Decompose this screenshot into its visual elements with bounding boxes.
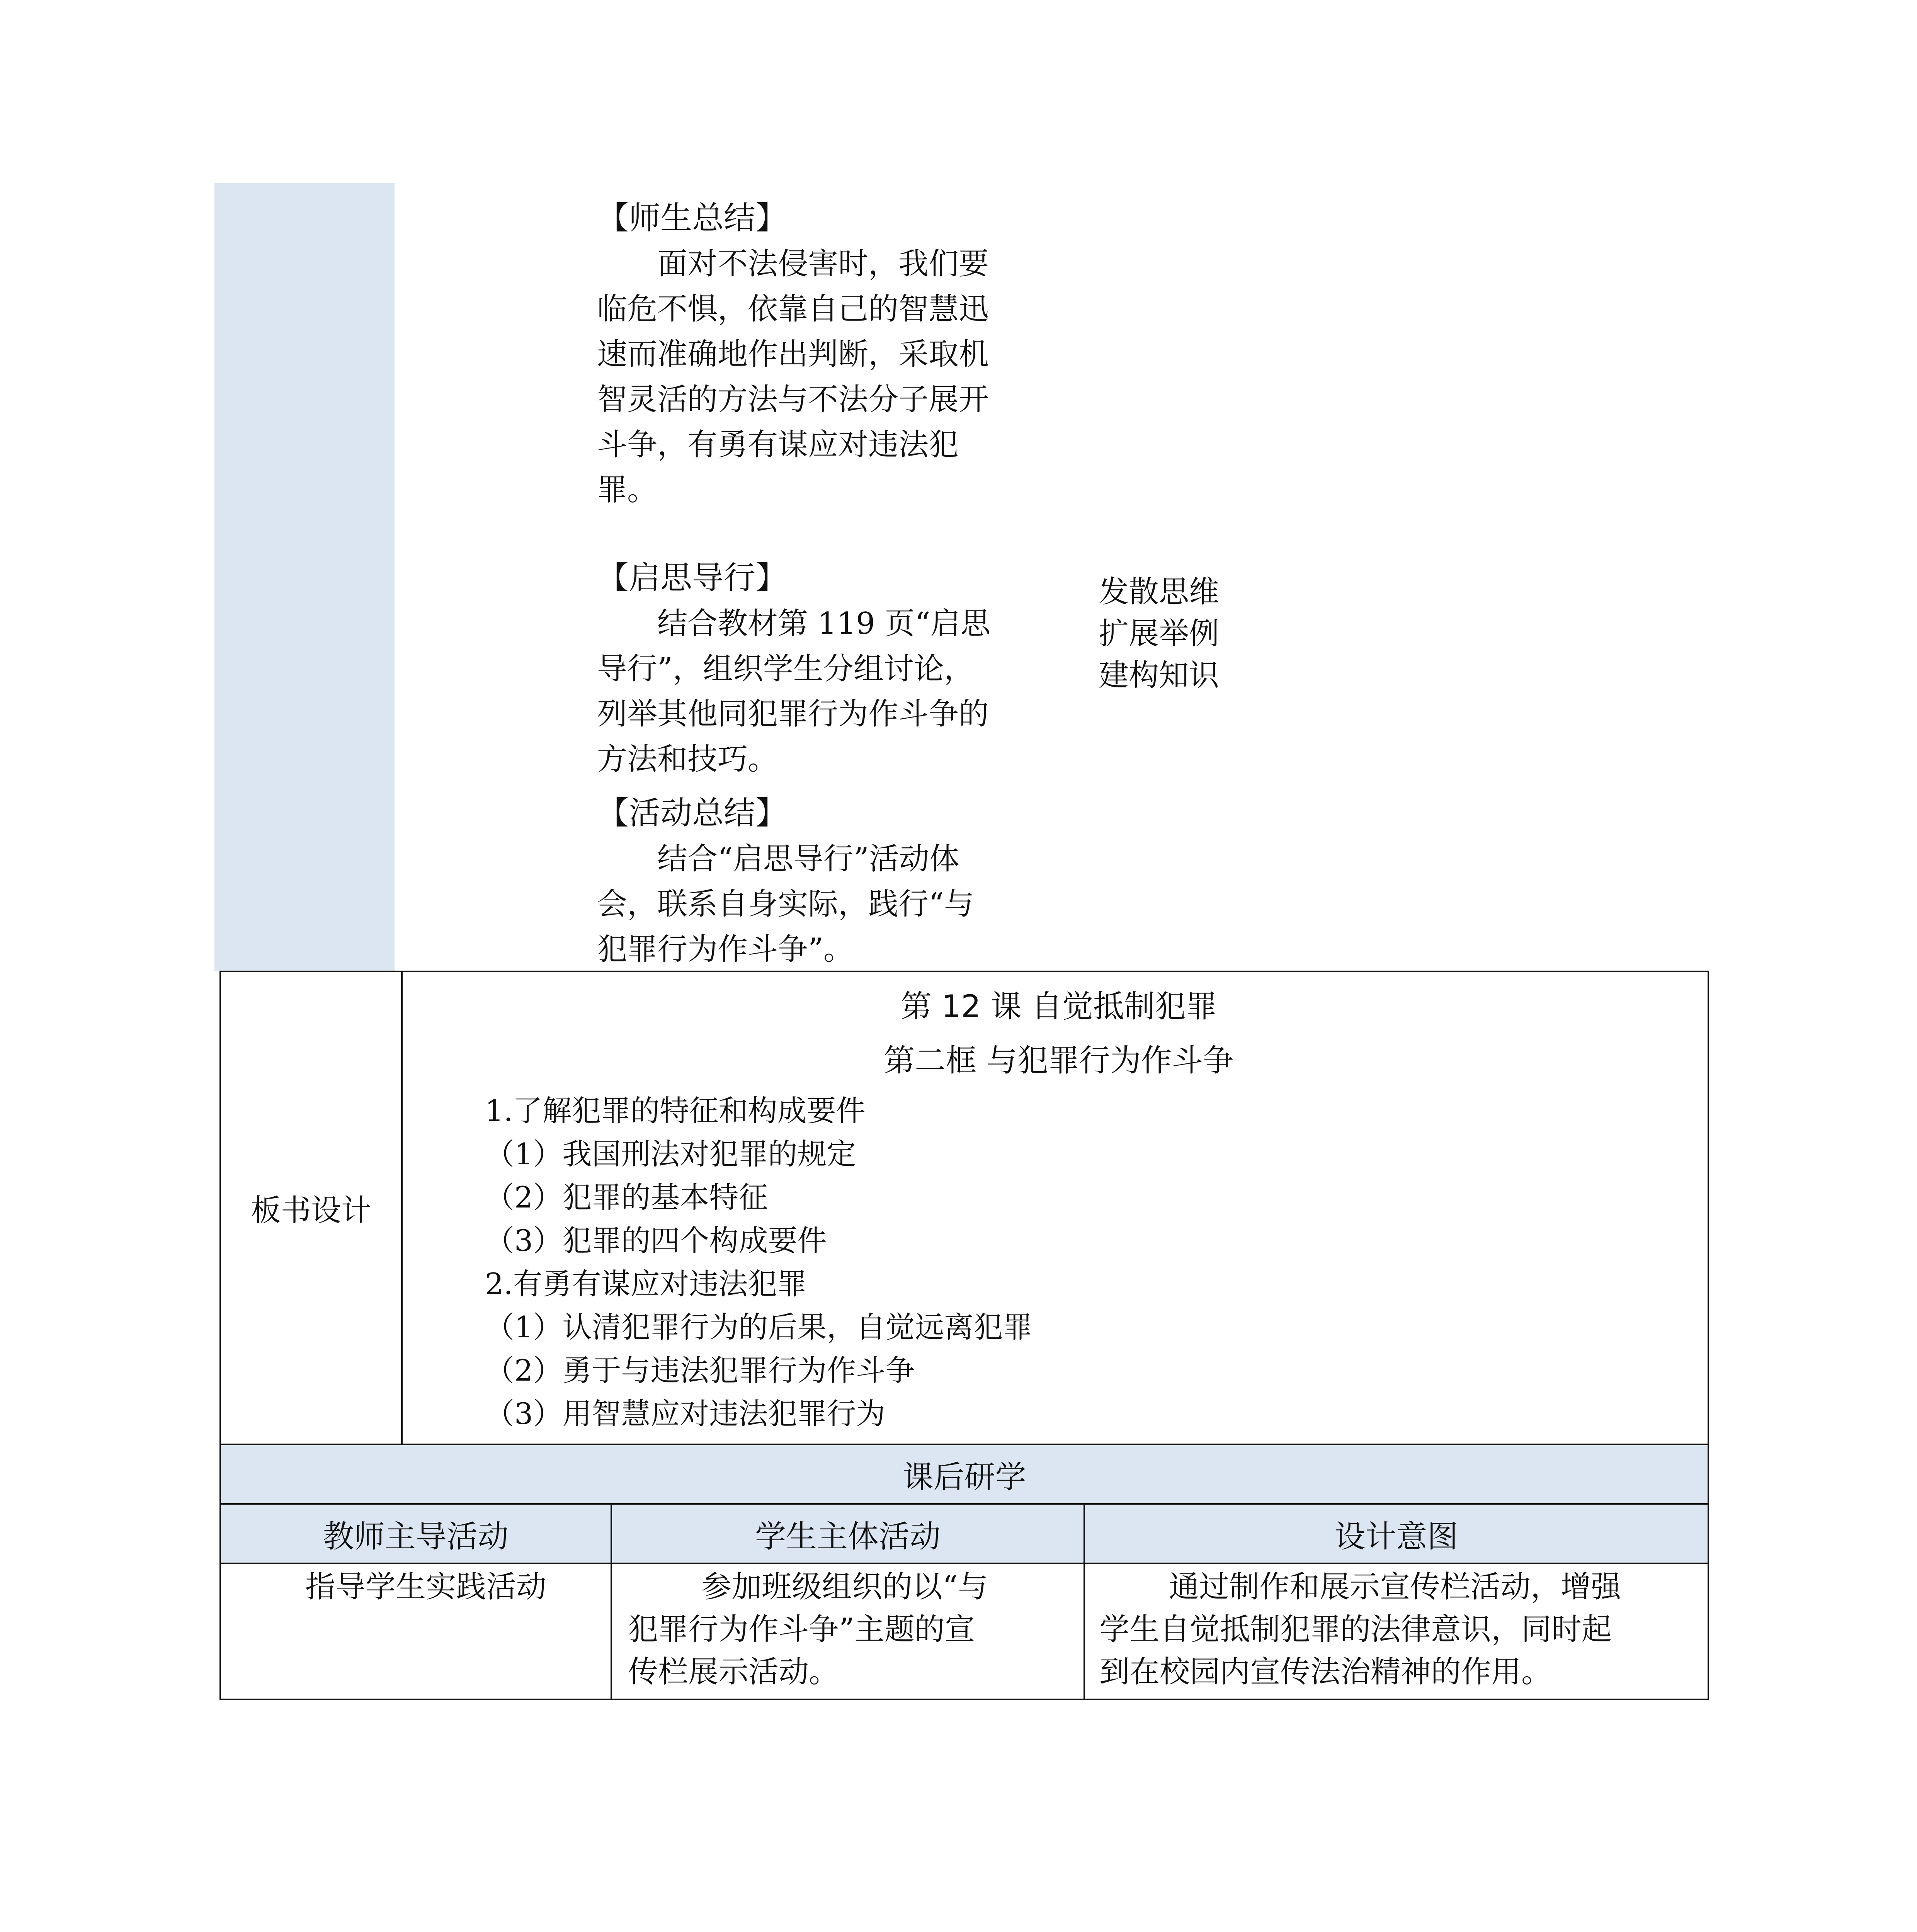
after-class-title: 课后研学 [902,1459,1026,1495]
teacher-activity-text: 指导学生实践活动 [305,1570,547,1604]
board-outline-line: 2.有勇有谋应对违法犯罪 [485,1267,807,1301]
board-outline-line: （3）用智慧应对违法犯罪行为 [485,1396,886,1431]
activity-paragraph: 结合“启思导行”活动体 会，联系自身实际，践行“与 犯罪行为作斗争”。 [597,842,974,967]
board-outline-line: （1）认清犯罪行为的后果，自觉远离犯罪 [485,1310,1032,1344]
header-design-intent: 设计意图 [1334,1518,1458,1554]
board-label: 板书设计 [250,1193,371,1228]
guide-heading: 【启思导行】 [597,560,788,596]
design-intent-text: 通过制作和展示宣传栏活动，增强 学生自觉抵制犯罪的法律意识，同时起 到在校园内宣传法治精神的作用。 [1099,1570,1621,1689]
design-intent-notes: 发散思维 扩展举例 建构知识 [1099,575,1220,693]
header-teacher-activity: 教师主导活动 [323,1518,509,1554]
activity-heading: 【活动总结】 [597,795,788,832]
left-column-shade [214,183,395,971]
board-outline-line: （1）我国刑法对犯罪的规定 [485,1137,856,1171]
student-activity-text: 参加班级组织的以“与 犯罪行为作斗争”主题的宣 传栏展示活动。 [628,1570,988,1689]
board-outline-line: （2）犯罪的基本特征 [485,1180,768,1214]
board-outline-line: （3）犯罪的四个构成要件 [485,1223,827,1258]
summary-heading: 【师生总结】 [597,200,788,236]
board-title-lesson: 第 12 课 自觉抵制犯罪 [900,988,1217,1024]
summary-paragraph: 面对不法侵害时，我们要 临危不惧，依靠自己的智慧迅 速而准确地作出判断，采取机 智灵活的方法与不法分子展开 斗争，有勇有谋应对违法犯 罪。 [597,247,989,507]
guide-paragraph: 结合教材第 119 页“启思 导行”，组织学生分组讨论， 列举其他同犯罪行为作斗争的 方法和技巧。 [597,606,991,777]
board-outline-line: （2）勇于与违法犯罪行为作斗争 [485,1353,915,1388]
board-title-section: 第二框 与犯罪行为作斗争 [884,1043,1234,1078]
board-outline-line: 1.了解犯罪的特征和构成要件 [485,1094,866,1128]
header-student-activity: 学生主体活动 [755,1518,941,1554]
